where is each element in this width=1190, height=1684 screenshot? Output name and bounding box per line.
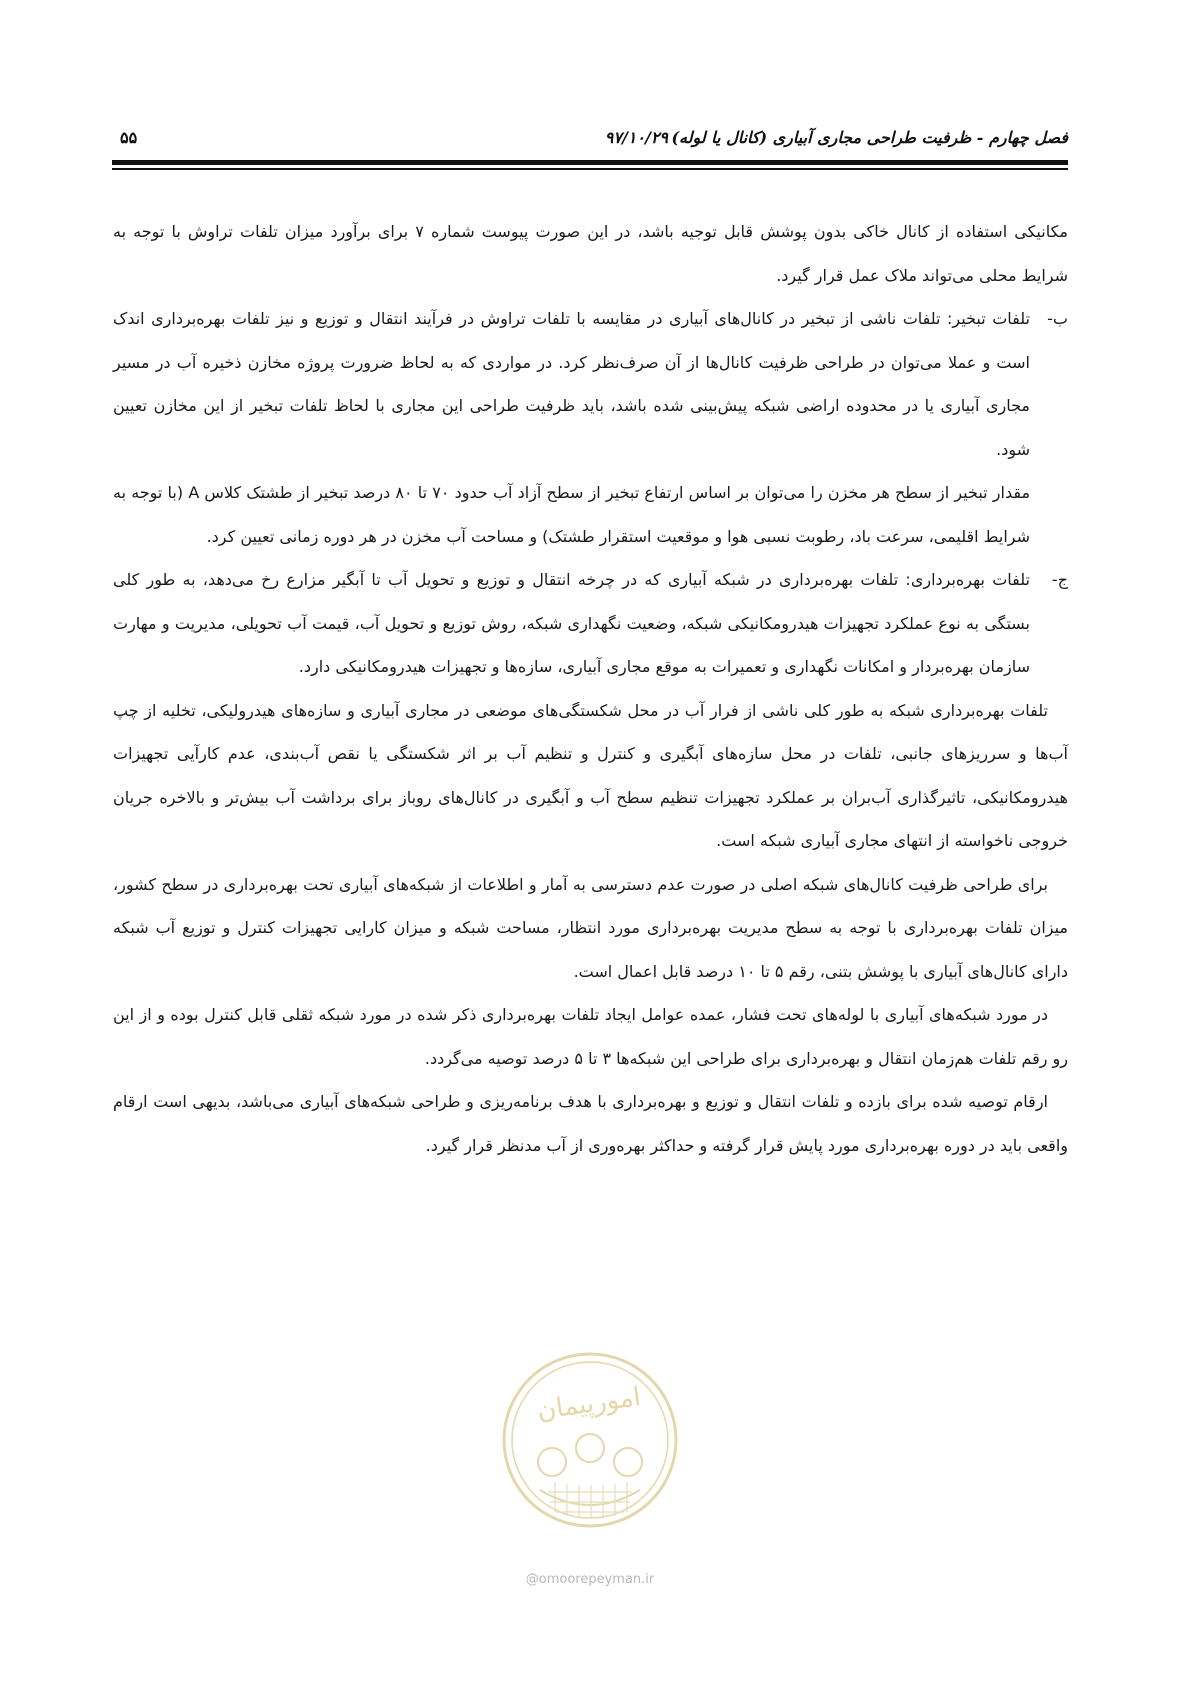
paragraph-operation-causes: تلفات بهره‌برداری شبکه به طور کلی ناشی از فرار آب در محل شکستگی‌های موضعی در مجاری آبیاری و سازه‌های هیدرولیکی، تخلیه از چپ آب‌ها و سرریزهای جانبی، تلفات در محل سازه‌های آبگیری و کنترل و تنظیم آب بر اثر شکستگی یا نقص آب‌بندی، عدم کارآیی تجهیزات هیدرومکانیکی، تاثیرگذاری آب‌بران بر عملکرد تجهیزات تنظیم سطح آب و آبگیری در کانال‌های روباز برای برداشت آب بیش‌تر و بالاخره جریان خروجی ناخواسته از انتهای مجاری آبیاری شبکه است. xyxy=(113,700,1068,850)
evaporation-loss-text: تلفات تبخیر: تلفات ناشی از تبخیر در کانال‌های آبیاری در مقایسه با تلفات تراوش در فرآیند انتقال و توزیع و نیز تلفات بهره‌برداری اندک است و عملا می‌توان در طراحی ظرفیت کانال‌ها از آن صرف‌نظر کرد. در مواردی که به لحاظ ضرورت پروژه مخازن ذخیره آب در مسیر مجاری آبیاری یا در محدوده اراضی شبکه پیش‌بینی شده باشد، باید ظرفیت طراحی این مجاری با لحاظ تلفات تبخیر از این مخازن تعیین شود. xyxy=(113,309,1030,459)
page-header xyxy=(112,128,1068,152)
watermark-site: @omoorepeyman.ir xyxy=(525,1572,655,1587)
operation-loss-text: تلفات بهره‌برداری: تلفات بهره‌برداری در شبکه آبیاری که در چرخه انتقال و توزیع و تحویل آب تا آبگیر مزارع رخ می‌دهد، به طور کلی بستگی به نوع عملکرد تجهیزات هیدرومکانیکی شبکه، وضعیت نگهداری شبکه، روش توزیع و تحویل آب، قیمت آب تحویلی، مدیریت و مهارت سازمان بهره‌بردار و امکانات نگهداری و تعمیرات به موقع مجاری آبیاری، سازه‌ها و تجهیزات هیدرومکانیکی دارد. xyxy=(113,570,1030,676)
chapter-title: فصل چهارم - ظرفیت طراحی مجاری آبیاری (کانال یا لوله) xyxy=(671,128,1068,147)
list-item-b xyxy=(113,297,1068,558)
page-number: ۵۵ xyxy=(120,128,138,147)
body-text xyxy=(113,210,1068,1167)
paragraph-pressurized-networks: در مورد شبکه‌های آبیاری با لوله‌های تحت فشار، عمده عوامل ایجاد تلفات بهره‌برداری ذکر شده در مورد شبکه ثقلی قابل کنترل بوده و از این رو رقم تلفات هم‌زمان انتقال و بهره‌برداری برای طراحی این شبکه‌ها ۳ تا ۵ درصد توصیه می‌گردد. xyxy=(113,1005,1068,1068)
list-item-j xyxy=(113,558,1068,689)
header-rule-thick xyxy=(112,160,1068,165)
header-date: ۹۷/۱۰/۲۹ xyxy=(604,128,668,147)
watermark-seal-icon xyxy=(500,1350,680,1530)
header-rule-thin xyxy=(112,168,1068,170)
paragraph-recommended-figures: ارقام توصیه شده برای بازده و تلفات انتقال و توزیع و بهره‌برداری با هدف برنامه‌ریزی و طراحی شبکه‌های آبیاری می‌باشد، بدیهی است ارقام واقعی باید در دوره بهره‌برداری مورد پایش قرار گرفته و حداکثر بهره‌وری از آب مدنظر قرار گیرد. xyxy=(113,1092,1068,1155)
paragraph-continuation: مکانیکی استفاده از کانال خاکی بدون پوشش قابل توجیه باشد، در این صورت پیوست شماره ۷ برای برآورد میزان تلفات تراوش با توجه به شرایط محلی می‌تواند ملاک عمل قرار گیرد. xyxy=(113,222,1068,285)
paragraph-canal-design: برای طراحی ظرفیت کانال‌های شبکه اصلی در صورت عدم دسترسی به آمار و اطلاعات از شبکه‌های آبیاری تحت بهره‌برداری در سطح کشور، میزان تلفات بهره‌برداری با توجه به سطح مدیریت بهره‌برداری مورد انتظار، مساحت شبکه و میزان کارایی تجهیزات کنترل و توزیع آب شبکه دارای کانال‌های آبیاری با پوشش بتنی، رقم ۵ تا ۱۰ درصد قابل اعمال است. xyxy=(113,874,1068,981)
list-marker-j: ج- xyxy=(1051,570,1068,589)
evaporation-calc-text: مقدار تبخیر از سطح هر مخزن را می‌توان بر اساس ارتفاع تبخیر از سطح آزاد آب حدود ۷۰ تا ۸۰ درصد تبخیر از طشتک کلاس A (با توجه به شرایط اقلیمی، سرعت باد، رطوبت نسبی هوا و موقعیت استقرار طشتک) و مساحت آب مخزن در هر دوره زمانی تعیین کرد. xyxy=(113,483,1031,546)
svg-text:امورپیمان: امورپیمان xyxy=(535,1381,643,1427)
list-marker-b: ب- xyxy=(1047,309,1068,328)
